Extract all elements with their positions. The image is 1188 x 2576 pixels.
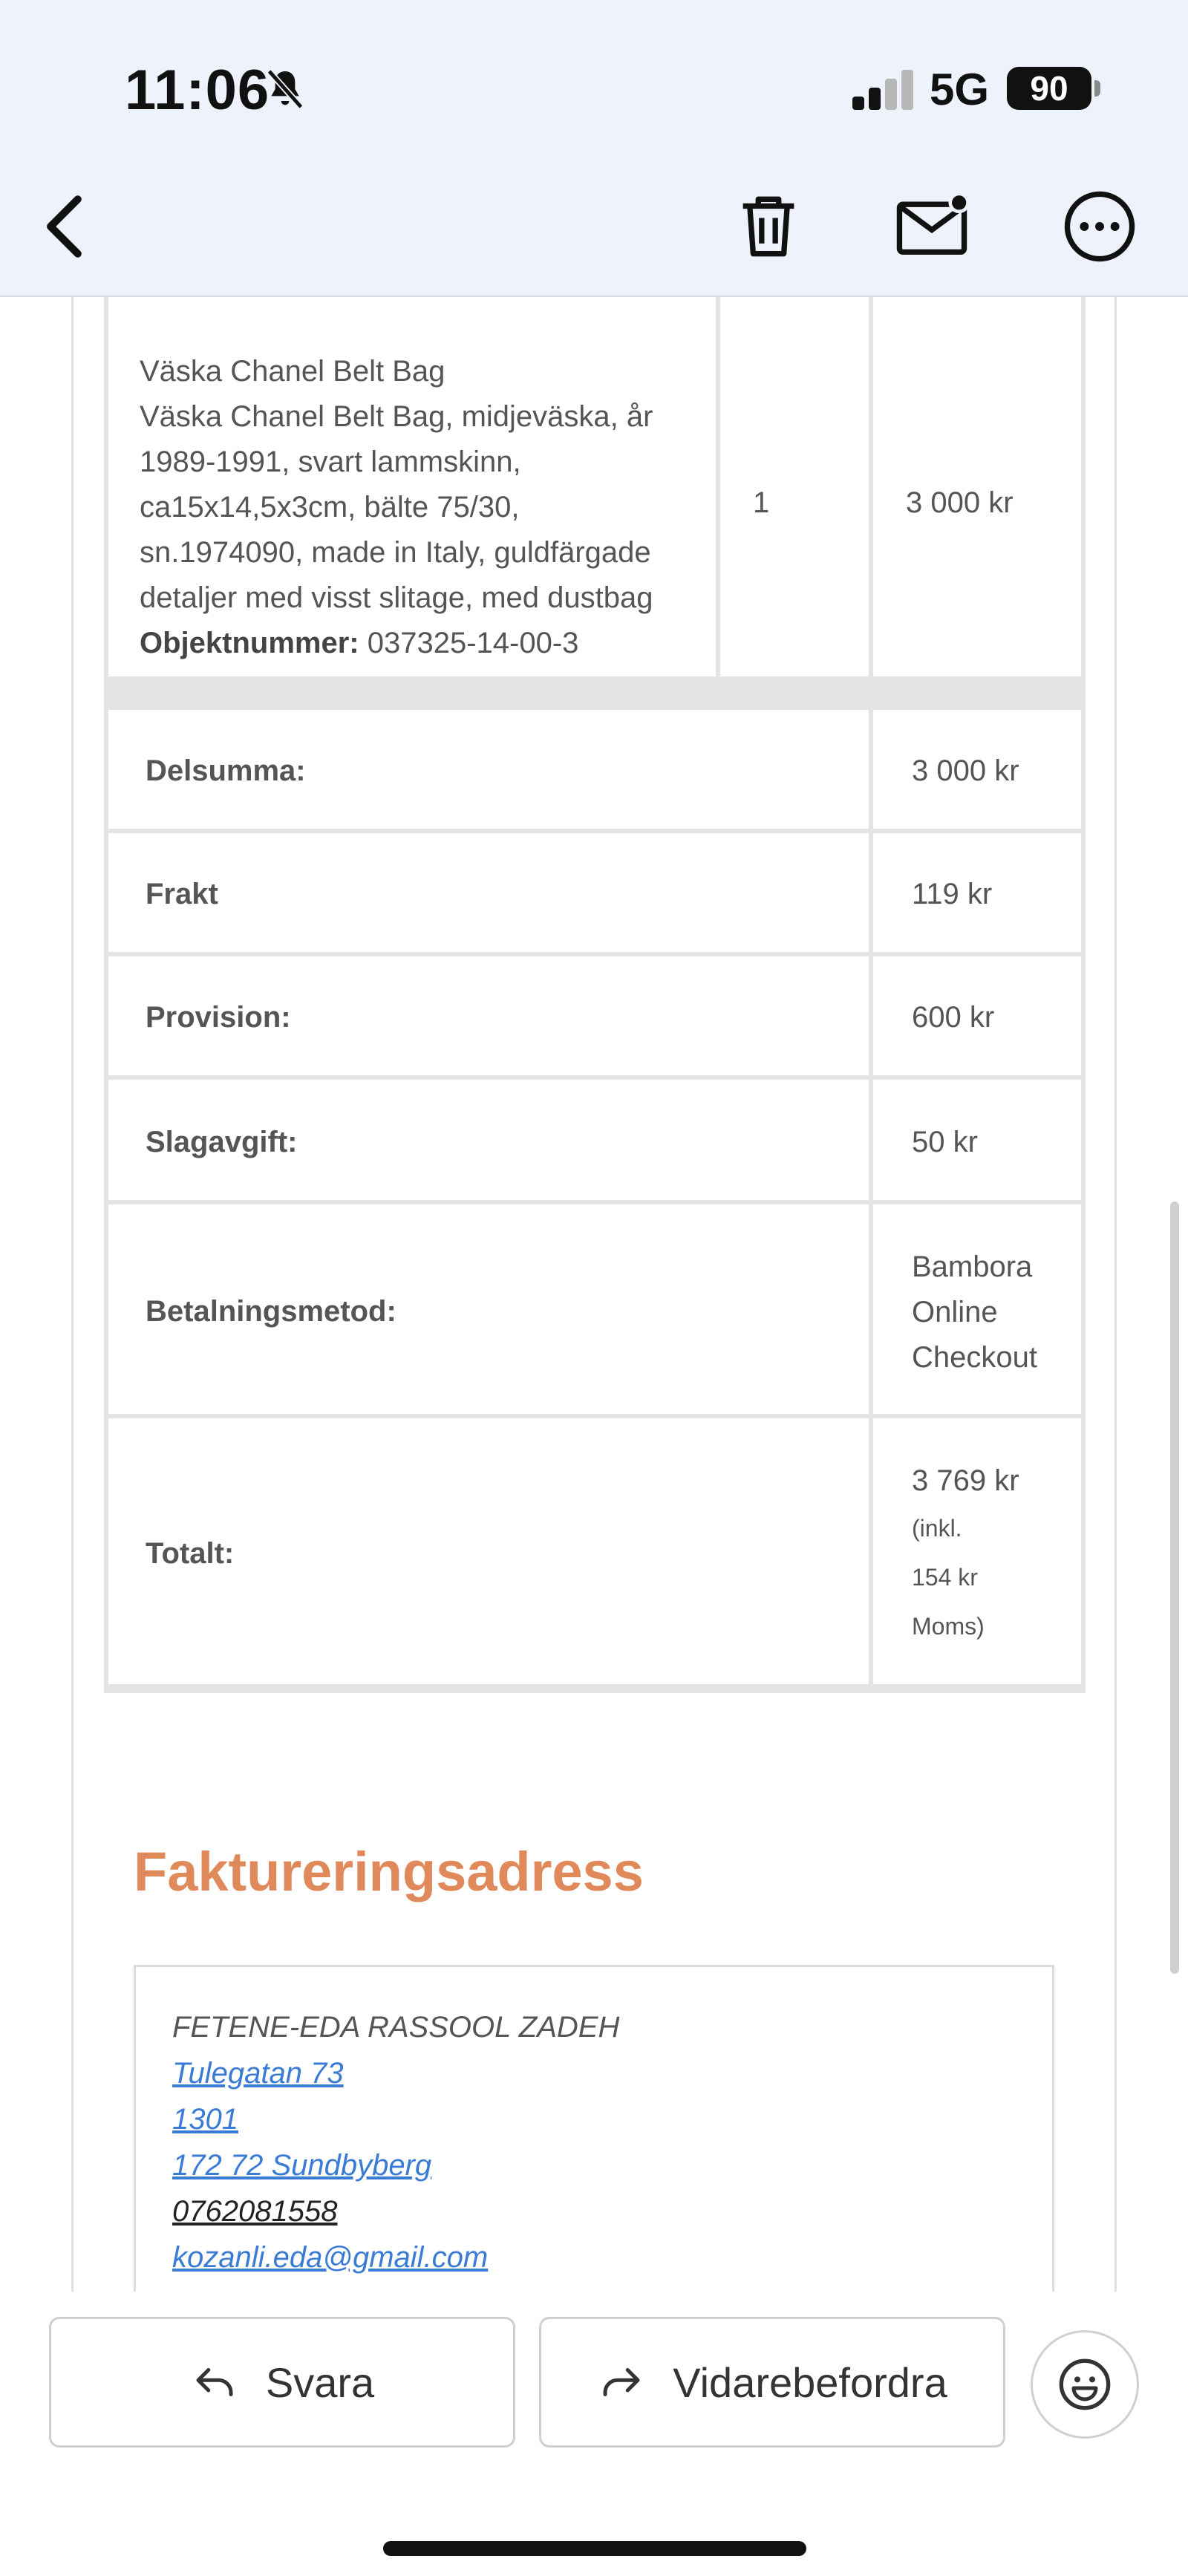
item-quantity-cell: [720, 294, 869, 676]
item-desc-line: detaljer med visst slitage, med dustbag: [140, 581, 653, 614]
network-type: 5G: [930, 65, 990, 114]
total-value: [912, 1458, 1019, 1651]
battery-nub: [1094, 80, 1100, 97]
reply-button[interactable]: [49, 2317, 515, 2448]
billing-postal-link[interactable]: 172 72 Sundbyberg: [172, 2149, 432, 2182]
item-description: [140, 349, 696, 666]
billing-title: Faktureringsadress: [134, 1841, 644, 1902]
item-desc-line: Väska Chanel Belt Bag, midjeväska, år: [140, 400, 653, 433]
payment-line: Bambora: [912, 1250, 1033, 1283]
item-price-cell: [873, 294, 1081, 676]
bell-slash-icon: [261, 65, 309, 113]
commission-value: 600 kr: [912, 1001, 995, 1034]
more-icon: [1059, 186, 1140, 267]
battery-level: 90: [1007, 67, 1091, 110]
trash-icon: [728, 186, 809, 267]
delete-button[interactable]: [728, 186, 809, 267]
home-indicator: [383, 2541, 806, 2556]
signal-icon: [852, 70, 913, 110]
total-amount: 3 769 kr: [912, 1464, 1019, 1497]
emoji-icon: [1055, 2355, 1114, 2414]
scrollbar[interactable]: [1170, 1201, 1179, 1974]
forward-label: Vidarebefordra: [673, 2358, 947, 2406]
total-label: Totalt:: [146, 1537, 235, 1570]
top-bar: [0, 0, 1188, 297]
payment-line: Checkout: [912, 1341, 1037, 1374]
item-quantity: 1: [753, 486, 770, 519]
item-desc-line: 1989-1991, svart lammskinn,: [140, 446, 521, 478]
item-desc-line: ca15x14,5x3cm, bälte 75/30,: [140, 491, 520, 524]
billing-street-link[interactable]: Tulegatan 73: [172, 2057, 344, 2090]
emoji-reaction-button[interactable]: [1031, 2330, 1139, 2439]
total-vat-line: 154 kr: [912, 1564, 978, 1591]
total-vat-line: (inkl.: [912, 1515, 962, 1542]
item-price: 3 000 kr: [906, 486, 1014, 519]
object-number: 037325-14-00-3: [367, 627, 579, 659]
status-time: 11:06: [125, 59, 270, 122]
bottom-action-bar: [0, 2292, 1188, 2576]
object-number-label: Objektnummer:: [140, 627, 359, 659]
payment-method-value: [912, 1245, 1037, 1380]
item-desc-line: sn.1974090, made in Italy, guldfärgade: [140, 536, 651, 569]
back-button[interactable]: [27, 186, 108, 267]
hammer-fee-label: Slagavgift:: [146, 1126, 298, 1158]
hammer-fee-value: 50 kr: [912, 1126, 978, 1158]
subtotal-label: Delsumma:: [146, 754, 306, 787]
back-icon: [27, 186, 108, 267]
forward-icon: [597, 2358, 646, 2407]
shipping-value: 119 kr: [912, 878, 993, 910]
more-button[interactable]: [1059, 186, 1140, 267]
subtotal-value: 3 000 kr: [912, 754, 1019, 787]
payment-line: Online: [912, 1296, 998, 1328]
shipping-label: Frakt: [146, 878, 218, 910]
payment-method-label: Betalningsmetod:: [146, 1295, 396, 1328]
commission-label: Provision:: [146, 1001, 291, 1034]
billing-name: FETENE-EDA RASSOOL ZADEH: [172, 2011, 620, 2044]
mail-unread-icon: [891, 186, 973, 267]
billing-phone-link[interactable]: 0762081558: [172, 2195, 338, 2228]
reply-label: Svara: [265, 2358, 375, 2406]
mark-unread-button[interactable]: [891, 186, 973, 267]
item-title: Väska Chanel Belt Bag: [140, 355, 446, 388]
total-vat-line: Moms): [912, 1613, 985, 1640]
reply-icon: [190, 2358, 239, 2407]
billing-email-link[interactable]: kozanli.eda@gmail.com: [172, 2241, 489, 2274]
billing-apartment-link[interactable]: 1301: [172, 2103, 238, 2136]
forward-button[interactable]: [539, 2317, 1005, 2448]
